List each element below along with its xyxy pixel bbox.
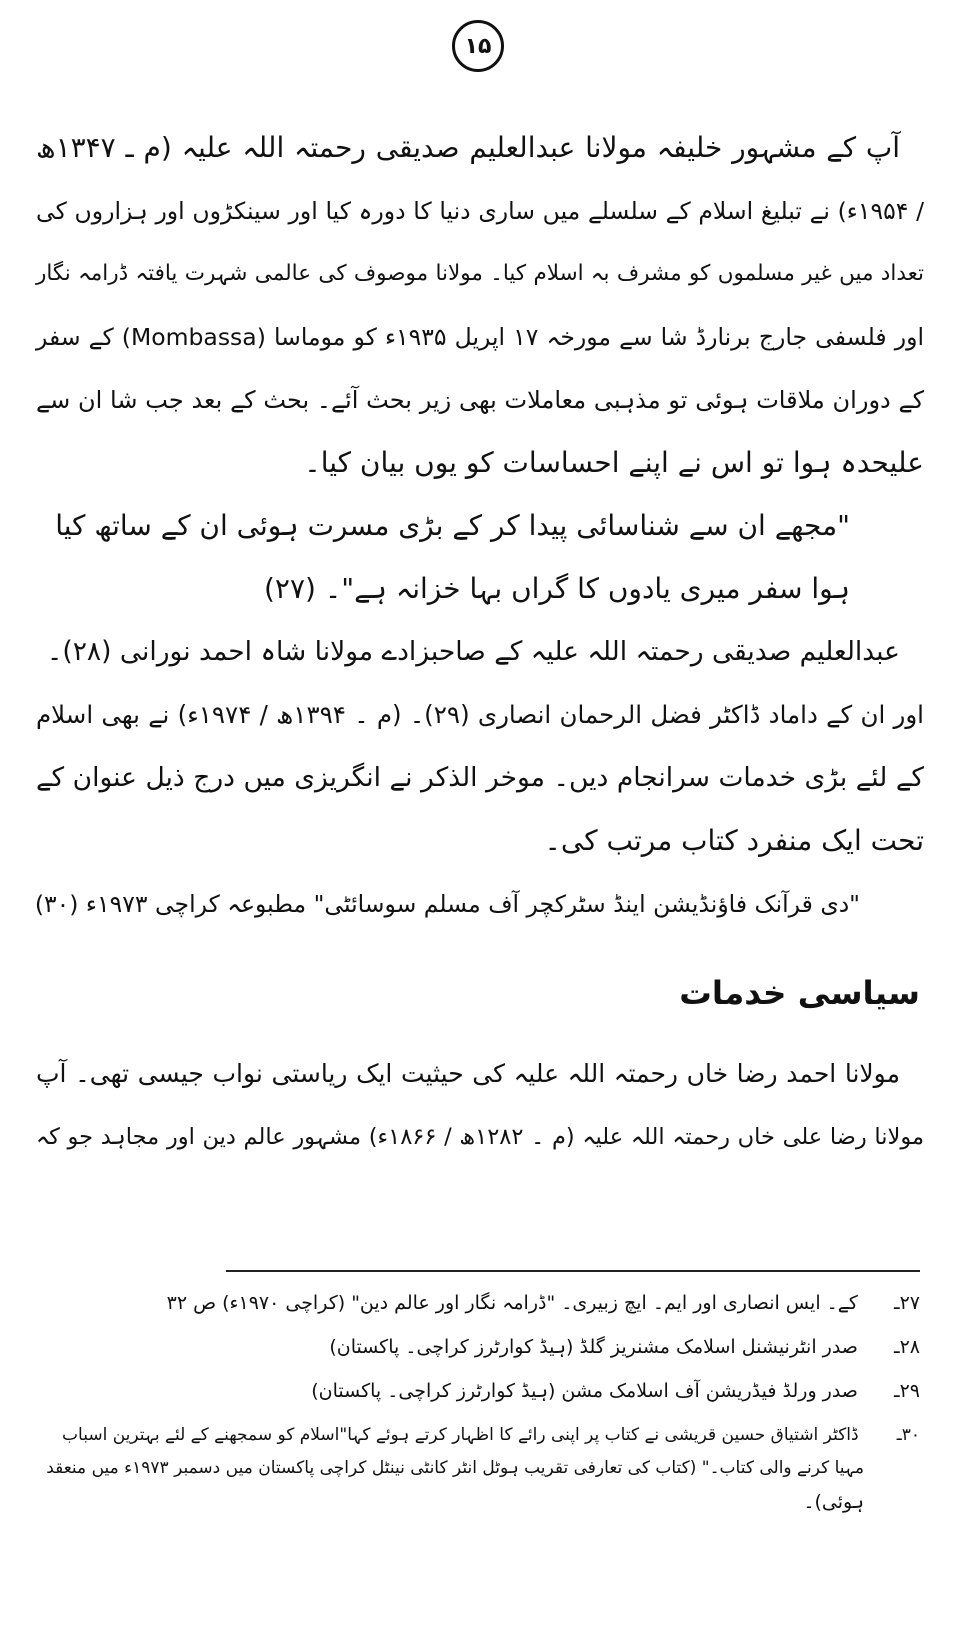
- text-line: مولانا احمد رضا خاں رحمتہ اللہ علیہ کی حیثیت ایک ریاستی نواب جیسی تھی۔ آپ: [36, 1059, 900, 1088]
- footnote-number: ۳۰ـ: [896, 1425, 920, 1445]
- footnote: [40, 1330, 920, 1364]
- page-number: ۱۵: [452, 20, 504, 72]
- footnote-number: ۲۹ـ: [894, 1380, 920, 1402]
- text-line: کے لئے بڑی خدمات سرانجام دیں۔ موخر الذکر نے انگریزی میں درج ذیل عنوان کے: [36, 762, 924, 793]
- footnote-text: کے۔ ایس انصاری اور ایم۔ ایچ زبیری۔ "ڈرامہ نگار اور عالم دین" (کراچی ۱۹۷۰ء) ص ۳۲: [166, 1292, 858, 1314]
- text-line: آپ کے مشہور خلیفہ مولانا عبدالعلیم صدیقی رحمتہ اللہ علیہ (م ـ ۱۳۴۷ھ: [36, 131, 900, 164]
- text-line: اور ان کے داماد ڈاکٹر فضل الرحمان انصاری (۲۹)۔ (م ۔ ۱۳۹۴ھ / ۱۹۷۴ء) نے بھی اسلام: [36, 700, 924, 729]
- footnote-number: ۲۷ـ: [894, 1292, 920, 1314]
- text-line: کے دوران ملاقات ہوئی تو مذہبی معاملات بھی زیر بحث آئے۔ بحث کے بعد جب شا ان سے: [36, 386, 924, 414]
- footnote: [40, 1286, 920, 1320]
- quote-line: ہوا سفر میری یادوں کا گراں بہا خزانہ ہے"۔ (۲۷): [263, 572, 850, 605]
- text-line: تعداد میں غیر مسلموں کو مشرف بہ اسلام کیا۔ مولانا موصوف کی عالمی شہرت یافتہ ڈرامہ نگار: [36, 261, 924, 286]
- footnote-continuation: ہوئی)۔: [803, 1491, 864, 1513]
- text-line: عبدالعلیم صدیقی رحمتہ اللہ علیہ کے صاحبزادے مولانا شاہ احمد نورانی (۲۸)۔: [46, 636, 900, 667]
- footnote-number: ۲۸ـ: [894, 1336, 920, 1358]
- footnote: [40, 1418, 920, 1452]
- text-line: اور فلسفی جارج برنارڈ شا سے مورخہ ۱۷ اپریل ۱۹۳۵ء کو موماسا (Mombassa) کے سفر: [36, 323, 924, 351]
- footnote-text: صدر انٹرنیشنل اسلامک مشنریز گلڈ (ہیڈ کوارٹرز کراچی۔ پاکستان): [329, 1336, 858, 1358]
- footnote-divider: [226, 1270, 920, 1272]
- text-line: علیحدہ ہوا تو اس نے اپنے احساسات کو یوں بیان کیا۔: [304, 446, 924, 479]
- text-line: مولانا رضا علی خاں رحمتہ اللہ علیہ (م ۔ ۱۲۸۲ھ / ۱۸۶۶ء) مشہور عالم دین اور مجاہد جو کہ: [36, 1124, 924, 1150]
- text-line: / ۱۹۵۴ء) نے تبلیغ اسلام کے سلسلے میں ساری دنیا کا دورہ کیا اور سینکڑوں اور ہزاروں کی: [36, 197, 925, 225]
- book-title-line: "دی قرآنک فاؤنڈیشن اینڈ سٹرکچر آف مسلم سوسائٹی" مطبوعہ کراچی ۱۹۷۳ء (۳۰): [34, 890, 860, 918]
- quote-line: "مجھے ان سے شناسائی پیدا کر کے بڑی مسرت ہوئی ان کے ساتھ کیا: [55, 509, 850, 542]
- footnote-text: صدر ورلڈ فیڈریشن آف اسلامک مشن (ہیڈ کوارٹرز کراچی۔ پاکستان): [311, 1380, 858, 1402]
- text-line: تحت ایک منفرد کتاب مرتب کی۔: [544, 824, 924, 857]
- section-heading: سیاسی خدمات: [679, 974, 920, 1012]
- footnote: [40, 1374, 920, 1408]
- footnote-text: ڈاکٹر اشتیاق حسین قریشی نے کتاب پر اپنی رائے کا اظہار کرتے ہوئے کہا"اسلام کو سمجھنے کے لئے بہترین اسباب: [62, 1425, 859, 1445]
- footnote-continuation: مہیا کرنے والی کتاب۔" (کتاب کی تعارفی تقریب ہوٹل انٹر کانٹی نینٹل کراچی پاکستان میں دسمبر ۱۹۷۳ء میں منعقد: [46, 1458, 864, 1478]
